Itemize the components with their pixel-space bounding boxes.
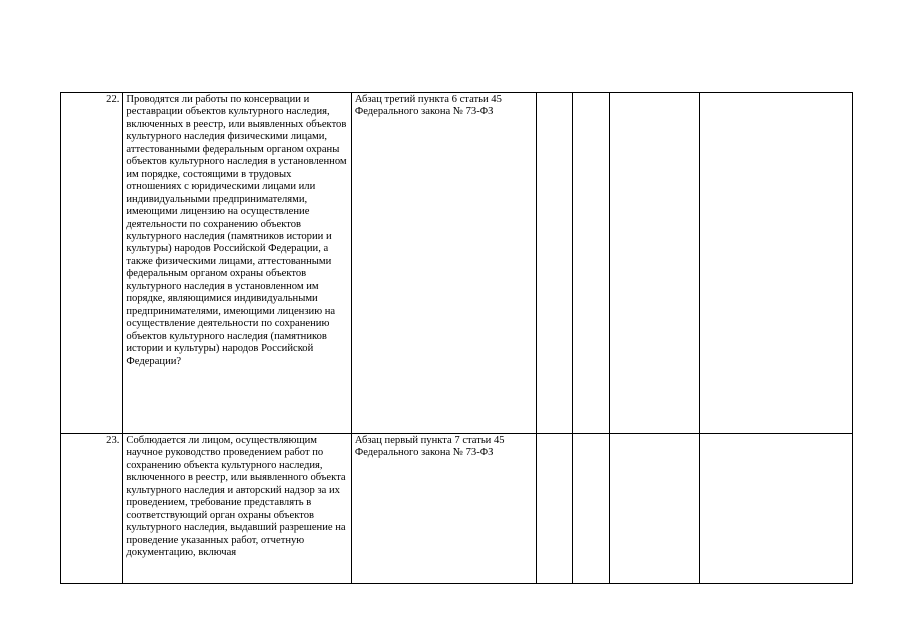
checklist-table (60, 92, 853, 584)
reference-text: Абзац первый пункта 7 статьи 45 Федерального закона № 73-ФЗ (354, 435, 505, 459)
row-number (61, 434, 123, 584)
question-text: Соблюдается ли лицом, осуществляющим научное руководство проведением работ по сохранению объекта культурного наследия, включенного в реестр, или выявленного объекта культурного наследия и авторский надзор за их проведением, требование представлять в соответствующий орган охраны объектов культурного наследия, выдавший разрешение на проведение указанных работ, отчетную документацию, включая (126, 435, 346, 559)
row-number-text: 23. (106, 435, 120, 446)
table-row (61, 434, 853, 584)
not-applicable-cell (610, 434, 700, 584)
row-number (61, 93, 123, 434)
not-applicable-cell (610, 93, 700, 434)
notes-cell (700, 434, 853, 584)
reference-cell (351, 93, 536, 434)
answer-yes-cell (536, 434, 572, 584)
question-cell (123, 434, 351, 584)
table-row (61, 93, 853, 434)
notes-cell (700, 93, 853, 434)
answer-no-cell (573, 93, 610, 434)
question-cell (123, 93, 351, 434)
row-number-text: 22. (106, 94, 120, 105)
question-text: Проводятся ли работы по консервации и реставрации объектов культурного наследия, включенных в реестр, или выявленных объектов культурного наследия физическими лицами, аттестованными федеральным органом охраны объектов культурного наследия в установленном им порядке, состоящими в трудовых отношениях с юридическими лицами или индивидуальными предпринимателями, имеющими лицензию на осуществление деятельности по сохранению объектов культурного наследия (памятников истории и культуры) народов Российской Федерации, а также физическими лицами, аттестованными федеральным органом охраны объектов культурного наследия в установленном им порядке, являющимися индивидуальными предпринимателями, имеющими лицензию на осуществление деятельности по сохранению объектов культурного наследия (памятников истории и культуры) народов Российской Федерации? (126, 94, 347, 367)
reference-cell (351, 434, 536, 584)
answer-yes-cell (536, 93, 572, 434)
reference-text: Абзац третий пункта 6 статьи 45 Федерального закона № 73-ФЗ (354, 94, 502, 118)
answer-no-cell (573, 434, 610, 584)
